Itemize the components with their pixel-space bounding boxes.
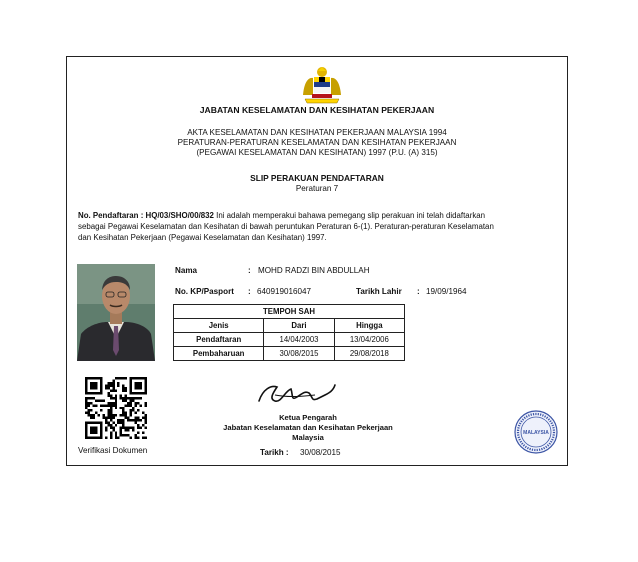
certification-line-3: dan Kesihatan Pekerjaan (Pegawai Keselamatan dan Kesihatan) 1997. bbox=[78, 233, 327, 242]
seal-text: MALAYSIA bbox=[523, 430, 549, 436]
column-header: Dari bbox=[264, 319, 334, 333]
column-header: Hingga bbox=[334, 319, 404, 333]
from-cell: 14/04/2003 bbox=[264, 333, 334, 347]
name-label: Nama bbox=[175, 266, 198, 275]
official-seal-icon bbox=[514, 410, 558, 454]
dob-label: Tarikh Lahir bbox=[356, 287, 402, 296]
signatory-department: Jabatan Keselamatan dan Kesihatan Pekerjaan bbox=[223, 423, 393, 432]
table-row bbox=[174, 333, 405, 347]
holder-photo bbox=[77, 264, 155, 361]
signatory-title: Ketua Pengarah bbox=[279, 413, 337, 422]
registration-number: No. Pendaftaran : HQ/03/SHO/00/832 bbox=[78, 211, 214, 220]
validity-table bbox=[173, 304, 405, 361]
to-cell: 13/04/2006 bbox=[334, 333, 404, 347]
certification-line-2: sebagai Pegawai Keselamatan dan Kesihatan di bawah peruntukan Peraturan 6-(1). Peraturan-peraturan Keselamatan bbox=[78, 222, 494, 231]
signatory-country: Malaysia bbox=[292, 433, 324, 442]
registration-slip bbox=[66, 56, 568, 466]
department-title: JABATAN KESELAMATAN DAN KESIHATAN PEKERJAAN bbox=[199, 105, 435, 115]
name-value: MOHD RADZI BIN ABDULLAH bbox=[258, 266, 370, 275]
act-line-3: (PEGAWAI KESELAMATAN DAN KESIHATAN) 1997 (P.U. (A) 315) bbox=[196, 148, 438, 157]
table-row bbox=[174, 347, 405, 361]
id-colon: : bbox=[248, 287, 251, 296]
type-cell: Pembaharuan bbox=[174, 347, 264, 361]
column-header: Jenis bbox=[174, 319, 264, 333]
certification-text bbox=[78, 210, 558, 243]
date-value: 30/08/2015 bbox=[300, 448, 341, 457]
signature bbox=[255, 379, 341, 407]
id-value: 640919016047 bbox=[257, 287, 312, 296]
dob-colon: : bbox=[417, 287, 420, 296]
type-cell: Pendaftaran bbox=[174, 333, 264, 347]
act-line-2: PERATURAN-PERATURAN KESELAMATAN DAN KESIHATAN PEKERJAAN bbox=[177, 138, 457, 147]
act-line-1: AKTA KESELAMATAN DAN KESIHATAN PEKERJAAN MALAYSIA 1994 bbox=[187, 128, 447, 137]
name-colon: : bbox=[248, 266, 251, 275]
qr-code-icon[interactable] bbox=[85, 377, 147, 439]
regulation-label: Peraturan 7 bbox=[295, 184, 339, 193]
date-label: Tarikh : bbox=[260, 448, 289, 457]
certification-line-1: Ini adalah memperakui bahawa pemegang slip perakuan ini telah didaftarkan bbox=[213, 211, 486, 220]
slip-title: SLIP PERAKUAN PENDAFTARAN bbox=[250, 173, 384, 183]
to-cell: 29/08/2018 bbox=[334, 347, 404, 361]
from-cell: 30/08/2015 bbox=[264, 347, 334, 361]
dob-value: 19/09/1964 bbox=[426, 287, 467, 296]
validity-title: TEMPOH SAH bbox=[174, 305, 405, 319]
coat-of-arms-icon bbox=[300, 65, 344, 105]
signatory-block bbox=[173, 413, 443, 443]
id-label: No. KP/Pasport bbox=[175, 287, 234, 296]
verification-label: Verifikasi Dokumen bbox=[78, 446, 148, 455]
